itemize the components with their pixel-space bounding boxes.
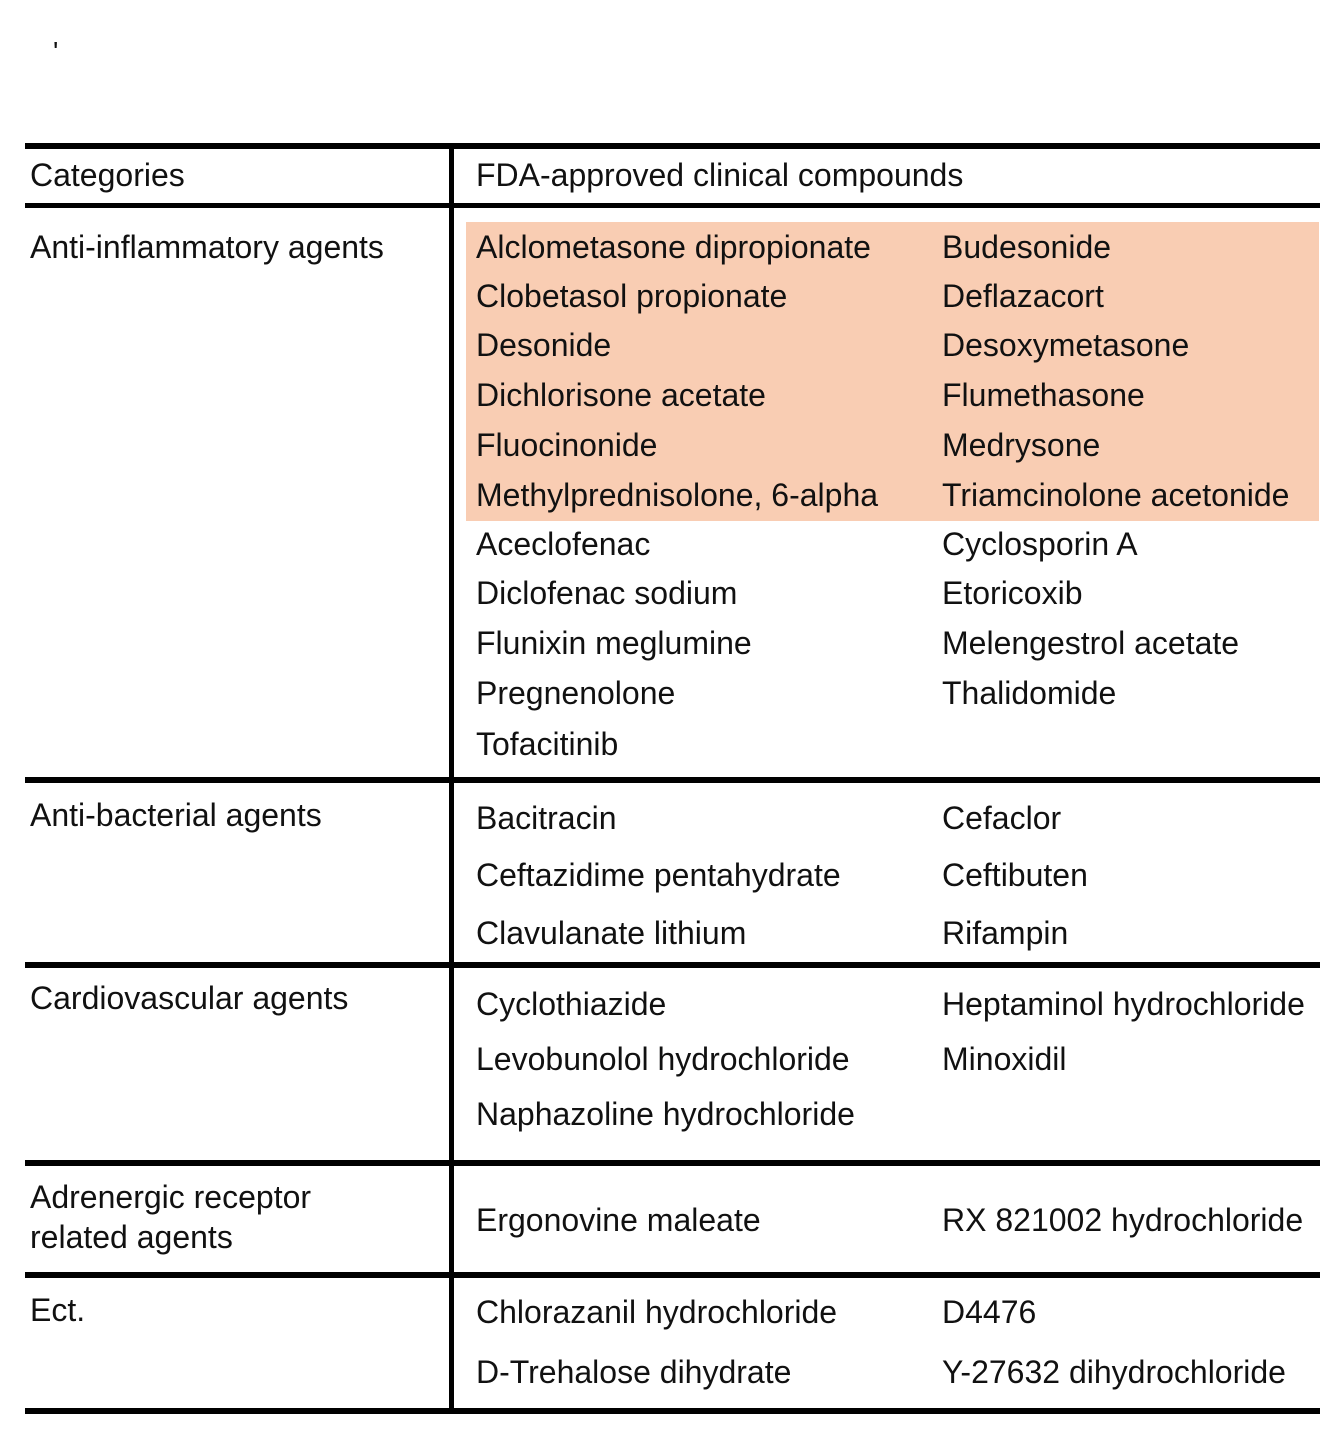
compound-cell: D-Trehalose dihydrate [476,1354,792,1390]
compound-cell: Clobetasol propionate [476,278,788,314]
compound-cell: Methylprednisolone, 6-alpha [476,477,879,513]
compound-cell: Cyclothiazide [476,986,667,1022]
compound-cell: Desonide [476,327,612,363]
category-cardiovascular: Cardiovascular agents [30,980,349,1016]
compound-cell: Flumethasone [942,377,1145,413]
compound-cell: Melengestrol acetate [942,625,1240,661]
compound-cell: Diclofenac sodium [476,575,738,611]
compound-cell: RX 821002 hydrochloride [942,1202,1304,1238]
compound-cell: Clavulanate lithium [476,915,747,951]
compound-cell: Cefaclor [942,800,1062,836]
compound-cell: Flunixin meglumine [476,625,752,661]
compound-cell: Naphazoline hydrochloride [476,1096,855,1132]
compound-cell: Alclometasone dipropionate [476,229,871,265]
bottom-rule [25,1408,1320,1414]
compound-cell: Levobunolol hydrochloride [476,1041,850,1077]
section-rule [25,1160,1320,1166]
top-rule [25,143,1320,149]
compound-cell: Ergonovine maleate [476,1202,761,1238]
compound-cell: Ceftazidime pentahydrate [476,857,841,893]
compound-cell: Medrysone [942,427,1101,463]
compound-cell: Triamcinolone acetonide [942,477,1290,513]
category-adrenergic-line1: Adrenergic receptor [30,1179,312,1215]
header-rule [25,203,1320,208]
compound-cell: Minoxidil [942,1041,1067,1077]
compound-cell: D4476 [942,1294,1037,1330]
compound-cell: Chlorazanil hydrochloride [476,1294,838,1330]
corner-mark: ' [53,36,59,67]
section-rule [25,962,1320,968]
category-adrenergic-line2: related agents [30,1219,233,1255]
compound-cell: Cyclosporin A [942,526,1138,562]
compound-cell: Deflazacort [942,278,1104,314]
compound-cell: Y-27632 dihydrochloride [942,1354,1286,1390]
compound-cell: Pregnenolone [476,675,676,711]
compound-cell: Fluocinonide [476,427,658,463]
compound-cell: Heptaminol hydrochloride [942,986,1305,1022]
category-etc: Ect. [30,1292,86,1328]
compound-cell: Etoricoxib [942,575,1083,611]
compound-cell: Bacitracin [476,800,617,836]
header-categories: Categories [30,157,185,193]
compound-cell: Budesonide [942,229,1112,265]
compound-cell: Ceftibuten [942,857,1088,893]
category-anti-bacterial: Anti-bacterial agents [30,797,322,833]
compound-cell: Dichlorisone acetate [476,377,766,413]
compound-cell: Rifampin [942,915,1069,951]
compound-cell: Desoxymetasone [942,327,1190,363]
section-rule [25,777,1320,783]
header-compounds: FDA-approved clinical compounds [476,157,964,193]
compound-cell: Thalidomide [942,675,1117,711]
section-rule [25,1272,1320,1278]
compound-cell: Tofacitinib [476,726,619,762]
column-divider [449,146,454,1411]
category-anti-inflammatory: Anti-inflammatory agents [30,229,384,265]
compound-cell: Aceclofenac [476,526,651,562]
